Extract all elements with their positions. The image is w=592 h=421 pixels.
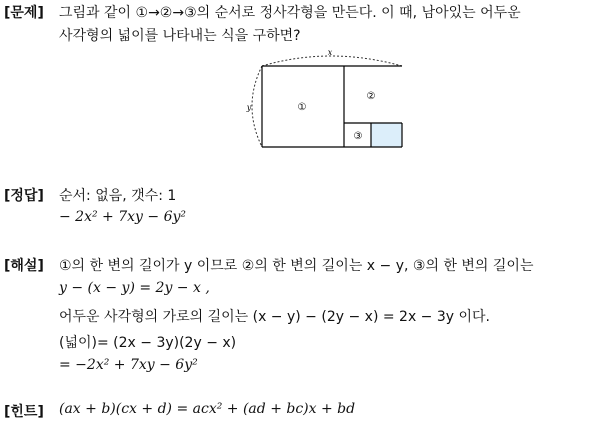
answer-label: [정답]	[4, 188, 44, 204]
top-dimension-arc	[262, 56, 402, 66]
explanation-line5: = −2x² + 7xy − 6y²	[59, 357, 198, 373]
label-square2: ②	[366, 91, 376, 102]
label-square1: ①	[297, 102, 307, 113]
shaded-rectangle	[371, 123, 402, 147]
answer-expression: − 2x² + 7xy − 6y²	[59, 209, 186, 225]
answer-order-count: 순서: 없음, 갯수: 1	[59, 188, 177, 204]
problem-text-line1: 그림과 같이 ①→②→③의 순서로 정사각형을 만든다. 이 때, 남아있는 어두운	[59, 5, 521, 21]
hint-formula: (ax + b)(cx + d) = acx² + (ad + bc)x + bd	[59, 401, 356, 417]
hint-label: [힌트]	[4, 404, 44, 420]
problem-figure	[240, 44, 410, 154]
label-x: x	[327, 48, 333, 57]
label-square3: ③	[353, 131, 363, 142]
label-y: y	[246, 103, 252, 112]
explanation-label: [해설]	[4, 258, 44, 274]
explanation-line3: 어두운 사각형의 가로의 길이는 (x − y) − (2y − x) = 2x − 3y 이다.	[59, 309, 490, 325]
explanation-line1: ①의 한 변의 길이가 y 이므로 ②의 한 변의 길이는 x − y, ③의 한 변의 길이는	[59, 258, 534, 274]
problem-label: [문제]	[4, 5, 44, 21]
problem-text-line2: 사각형의 넓이를 나타내는 식을 구하면?	[59, 28, 301, 44]
explanation-line2: y − (x − y) = 2y − x ,	[59, 280, 210, 296]
explanation-line4: (넓이)= (2x − 3y)(2y − x)	[59, 335, 237, 351]
left-dimension-arc	[252, 66, 262, 147]
